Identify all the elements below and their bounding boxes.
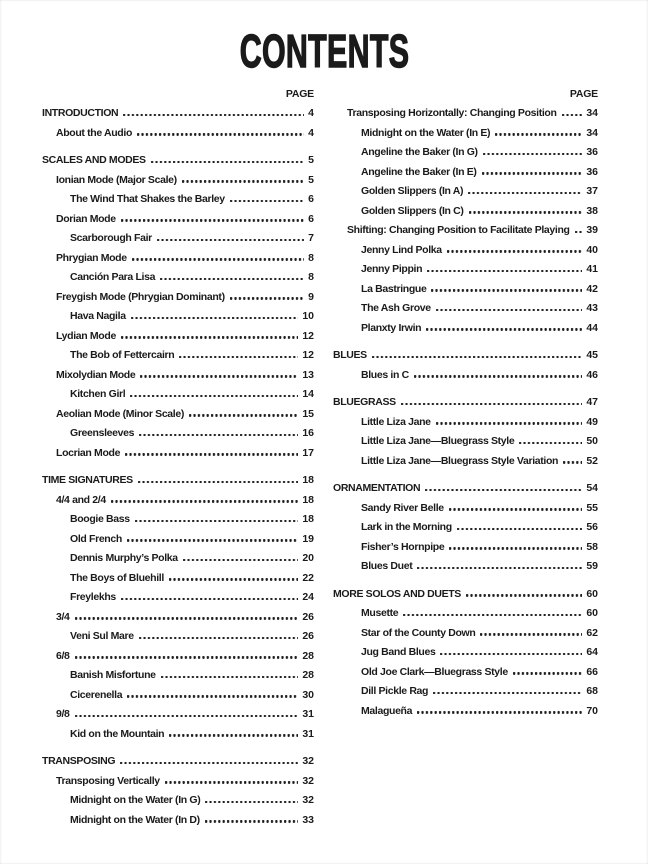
- toc-entry-page-number: 68: [586, 685, 598, 697]
- toc-entry-page-number: 40: [586, 243, 598, 256]
- toc-entry-page-number: 37: [586, 185, 598, 197]
- toc-entry-label: BLUEGRASS: [333, 396, 396, 408]
- toc-entry-page-number: 18: [302, 513, 314, 525]
- toc-entry: [333, 299, 598, 319]
- toc-entry-label: Kitchen Girl: [70, 388, 126, 400]
- dot-leader: [121, 336, 298, 338]
- toc-entry-page-number: 5: [308, 173, 314, 186]
- toc-entry: [333, 163, 598, 183]
- dot-leader: [183, 559, 299, 561]
- page-column-header: PAGE: [285, 88, 314, 100]
- toc-entry-page-number: 26: [302, 610, 314, 623]
- toc-entry-page-number: 36: [586, 165, 598, 178]
- dot-leader: [121, 598, 298, 600]
- toc-entry: [333, 452, 598, 472]
- page-title-text: CONTENTS: [239, 25, 409, 77]
- dot-leader: [157, 239, 304, 241]
- toc-entry-label: Planxty Irwin: [361, 321, 422, 334]
- toc-entry: [42, 124, 314, 144]
- toc-entry: [42, 530, 314, 550]
- toc-entry: [42, 549, 314, 569]
- dot-leader: [431, 289, 582, 291]
- dot-leader: [480, 633, 582, 635]
- toc-entry-label: Freygish Mode (Phrygian Dominant): [56, 290, 225, 303]
- toc-entry: [42, 424, 314, 444]
- toc-entry-label: Blues in C: [361, 368, 409, 381]
- dot-leader: [401, 403, 583, 405]
- toc-entry-label: Old French: [70, 532, 122, 545]
- dot-leader: [417, 711, 582, 713]
- dot-leader: [111, 500, 298, 502]
- toc-entry-label: Phrygian Mode: [56, 251, 127, 264]
- toc-entry-label: Lark in the Morning: [361, 521, 452, 533]
- toc-entry: [42, 288, 314, 308]
- toc-entry: [42, 444, 314, 464]
- toc-entry: [42, 588, 314, 608]
- toc-entry-label: Shifting: Changing Position to Facilitate Playing: [347, 224, 570, 236]
- toc-entry-page-number: 13: [302, 368, 314, 381]
- toc-entry-label: Banish Misfortune: [70, 669, 156, 681]
- toc-entry-page-number: 64: [586, 646, 598, 658]
- toc-entry-page-number: 10: [302, 310, 314, 322]
- dot-leader: [403, 614, 582, 616]
- dot-leader: [457, 528, 583, 530]
- toc-entry-page-number: 26: [302, 630, 314, 642]
- toc-entry-page-number: 70: [586, 704, 598, 717]
- toc-entry: [333, 124, 598, 144]
- toc-entry-page-number: 34: [586, 107, 598, 119]
- dot-leader: [132, 258, 304, 260]
- toc-entry: [42, 569, 314, 589]
- dot-leader: [425, 489, 582, 491]
- dot-leader: [160, 278, 304, 280]
- toc-entry-label: Little Liza Jane: [361, 415, 431, 428]
- toc-entry-page-number: 6: [308, 212, 314, 225]
- toc-entry-label: The Wind That Shakes the Barley: [70, 193, 225, 205]
- page-column-header: PAGE: [569, 88, 598, 100]
- toc-entry-page-number: 28: [302, 649, 314, 662]
- dot-leader: [230, 297, 304, 299]
- toc-entry: [333, 643, 598, 663]
- dot-leader: [125, 453, 298, 455]
- page-title: [0, 25, 648, 77]
- dot-leader: [120, 762, 298, 764]
- toc-entry-label: Dennis Murphy’s Polka: [70, 552, 178, 564]
- toc-entry-page-number: 60: [586, 607, 598, 619]
- toc-entry-label: Transposing Vertically: [56, 774, 160, 787]
- toc-entry: [42, 491, 314, 511]
- toc-entry-page-number: 56: [586, 521, 598, 533]
- toc-entry-page-number: 44: [586, 321, 598, 334]
- toc-section-entry: [333, 346, 598, 366]
- toc-entry-page-number: 60: [586, 587, 598, 600]
- toc-entry: [42, 405, 314, 425]
- toc-entry: [333, 413, 598, 433]
- toc-entry-label: Old Joe Clark—Bluegrass Style: [361, 665, 508, 678]
- dot-leader: [414, 375, 582, 377]
- dot-leader: [139, 434, 298, 436]
- toc-entry-page-number: 24: [302, 591, 314, 603]
- dot-leader: [436, 422, 583, 424]
- dot-leader: [495, 133, 582, 135]
- dot-leader: [182, 180, 304, 182]
- dot-leader: [482, 172, 583, 174]
- toc-entry-page-number: 38: [586, 204, 598, 217]
- toc-entry-label: Freylekhs: [70, 591, 116, 603]
- toc-entry-label: INTRODUCTION: [42, 107, 119, 119]
- dot-leader: [449, 508, 583, 510]
- toc-entry-page-number: 4: [308, 107, 314, 119]
- toc-entry: [333, 702, 598, 722]
- toc-entry-page-number: 30: [302, 688, 314, 701]
- toc-entry-label: TIME SIGNATURES: [42, 474, 133, 486]
- toc-entry-page-number: 54: [586, 482, 598, 494]
- toc-entry-page-number: 32: [302, 774, 314, 787]
- dot-leader: [189, 414, 298, 416]
- toc-entry: [333, 221, 598, 241]
- dot-leader: [138, 481, 299, 483]
- toc-entry: [42, 327, 314, 347]
- toc-entry: [42, 791, 314, 811]
- toc-entry-label: Lydian Mode: [56, 329, 116, 342]
- toc-entry-label: Angeline the Baker (In G): [361, 146, 478, 158]
- toc-entry-page-number: 22: [302, 571, 314, 584]
- toc-entry-page-number: 18: [302, 474, 314, 486]
- toc-entry-page-number: 5: [308, 154, 314, 166]
- toc-entry: [333, 624, 598, 644]
- dot-leader: [433, 692, 582, 694]
- dot-leader: [127, 695, 298, 697]
- toc-entry-page-number: 43: [586, 302, 598, 314]
- toc-entry-page-number: 36: [586, 146, 598, 158]
- toc-entry-page-number: 6: [308, 193, 314, 205]
- toc-section-entry: [333, 393, 598, 413]
- toc-entry-label: Transposing Horizontally: Changing Position: [347, 107, 557, 119]
- toc-entry-label: Little Liza Jane—Bluegrass Style Variation: [361, 454, 559, 467]
- dot-leader: [127, 539, 298, 541]
- toc-entry-page-number: 52: [586, 454, 598, 467]
- toc-section-entry: [42, 104, 314, 124]
- toc-entry-label: Star of the County Down: [361, 626, 476, 639]
- toc-entry-page-number: 31: [302, 727, 314, 740]
- dot-leader: [121, 219, 304, 221]
- toc-section-entry: [333, 585, 598, 605]
- toc-entry: [42, 229, 314, 249]
- toc-entry-page-number: 45: [586, 349, 598, 361]
- toc-entry-label: MORE SOLOS AND DUETS: [333, 587, 461, 600]
- toc-entry-label: Dill Pickle Rag: [361, 685, 429, 697]
- toc-entry-page-number: 42: [586, 282, 598, 295]
- toc-entry-page-number: 58: [586, 540, 598, 553]
- toc-entry: [333, 319, 598, 339]
- toc-entry: [42, 510, 314, 530]
- toc-entry-label: Greensleeves: [70, 427, 135, 439]
- dot-leader: [427, 270, 582, 272]
- toc-entry-page-number: 34: [586, 126, 598, 139]
- toc-entry-page-number: 62: [586, 626, 598, 639]
- toc-entry-label: 6/8: [56, 649, 70, 662]
- toc-entry-label: La Bastringue: [361, 282, 427, 295]
- dot-leader: [151, 161, 304, 163]
- toc-entry: [42, 647, 314, 667]
- toc-entry: [333, 432, 598, 452]
- toc-entry-label: Golden Slippers (In A): [361, 185, 464, 197]
- toc-entry-label: Kid on the Mountain: [70, 727, 165, 740]
- toc-entry: [42, 249, 314, 269]
- toc-entry: [333, 260, 598, 280]
- toc-entry: [333, 604, 598, 624]
- toc-entry-label: The Bob of Fettercairn: [70, 349, 175, 361]
- toc-entry-label: Midnight on the Water (In G): [70, 794, 201, 806]
- toc-entry-label: Midnight on the Water (In E): [361, 126, 491, 139]
- toc-entry-label: Midnight on the Water (In D): [70, 813, 200, 826]
- toc-entry-label: Jug Band Blues: [361, 646, 436, 658]
- toc-entry-label: Malagueña: [361, 704, 413, 717]
- dot-leader: [447, 250, 583, 252]
- toc-entry: [42, 190, 314, 210]
- toc-entry: [42, 686, 314, 706]
- toc-entry-page-number: 59: [586, 560, 598, 572]
- toc-entry-label: 4/4 and 2/4: [56, 493, 106, 506]
- dot-leader: [161, 676, 299, 678]
- toc-entry-page-number: 41: [586, 263, 598, 275]
- dot-leader: [205, 801, 298, 803]
- toc-entry-page-number: 17: [302, 446, 314, 459]
- dot-leader: [179, 356, 298, 358]
- toc-entry-page-number: 7: [308, 232, 314, 244]
- toc-entry-label: Hava Nagila: [70, 310, 126, 322]
- dot-leader: [123, 114, 304, 116]
- toc-entry-label: Jenny Pippin: [361, 263, 423, 275]
- toc-entry-page-number: 9: [308, 290, 314, 303]
- toc-entry-page-number: 12: [302, 329, 314, 342]
- toc-entry: [333, 104, 598, 124]
- dot-leader: [75, 715, 299, 717]
- dot-leader: [230, 200, 304, 202]
- toc-entry: [42, 608, 314, 628]
- dot-leader: [519, 442, 582, 444]
- dot-leader: [513, 672, 582, 674]
- dot-leader: [417, 567, 582, 569]
- dot-leader: [563, 461, 582, 463]
- toc-entry: [333, 143, 598, 163]
- toc-section-entry: [42, 151, 314, 171]
- dot-leader: [140, 375, 298, 377]
- toc-entry: [333, 499, 598, 519]
- toc-entry: [333, 538, 598, 558]
- toc-entry: [42, 346, 314, 366]
- toc-entry: [333, 518, 598, 538]
- toc-entry-label: TRANSPOSING: [42, 755, 116, 767]
- toc-entry-page-number: 39: [586, 224, 598, 236]
- toc-entry-label: Golden Slippers (In C): [361, 204, 464, 217]
- toc-entry: [333, 663, 598, 683]
- dot-leader: [562, 114, 583, 116]
- toc-entry-label: Boogie Bass: [70, 513, 130, 525]
- toc-entry-page-number: 18: [302, 493, 314, 506]
- toc-entry-page-number: 66: [586, 665, 598, 678]
- dot-leader: [75, 617, 299, 619]
- toc-entry-label: Cicerenella: [70, 688, 123, 701]
- toc-entry-label: About the Audio: [56, 126, 133, 139]
- toc-entry: [42, 772, 314, 792]
- toc-entry-label: Fisher’s Hornpipe: [361, 540, 445, 553]
- toc-entry-page-number: 20: [302, 552, 314, 564]
- dot-leader: [169, 734, 298, 736]
- toc-entry-page-number: 4: [308, 126, 314, 139]
- dot-leader: [575, 231, 583, 233]
- toc-entry: [42, 210, 314, 230]
- toc-entry-page-number: 55: [586, 501, 598, 514]
- toc-entry: [42, 627, 314, 647]
- toc-section-entry: [42, 752, 314, 772]
- toc-entry-label: Scarborough Fair: [70, 232, 152, 244]
- toc-entry: [42, 385, 314, 405]
- toc-entry: [42, 366, 314, 386]
- toc-entry-label: 9/8: [56, 708, 70, 720]
- toc-entry-page-number: 32: [302, 794, 314, 806]
- toc-entry: [42, 725, 314, 745]
- toc-entry-page-number: 50: [586, 435, 598, 447]
- dot-leader: [131, 317, 299, 319]
- dot-leader: [436, 309, 583, 311]
- toc-entry-label: Mixolydian Mode: [56, 368, 136, 381]
- toc-entry: [42, 171, 314, 191]
- dot-leader: [130, 395, 298, 397]
- toc-entry-label: The Ash Grove: [361, 302, 431, 314]
- toc-entry: [42, 811, 314, 831]
- toc-entry-page-number: 16: [302, 427, 314, 439]
- toc-entry-page-number: 8: [308, 251, 314, 264]
- toc-entry-page-number: 8: [308, 271, 314, 283]
- toc-entry-label: Little Liza Jane—Bluegrass Style: [361, 435, 515, 447]
- toc-entry-page-number: 32: [302, 755, 314, 767]
- toc-entry-label: Aeolian Mode (Minor Scale): [56, 407, 185, 420]
- dot-leader: [205, 820, 299, 822]
- toc-entry-label: Locrian Mode: [56, 446, 121, 459]
- toc-entry-label: Veni Sul Mare: [70, 630, 134, 642]
- toc-entry-page-number: 47: [586, 396, 598, 408]
- toc-entry: [333, 202, 598, 222]
- toc-entry-label: Blues Duet: [361, 560, 413, 572]
- toc-entry-page-number: 28: [302, 669, 314, 681]
- toc-section-entry: [333, 479, 598, 499]
- dot-leader: [483, 153, 583, 155]
- toc-entry: [42, 705, 314, 725]
- toc-entry-page-number: 12: [302, 349, 314, 361]
- toc-entry: [42, 666, 314, 686]
- toc-entry-label: Musette: [361, 607, 399, 619]
- toc-entry-page-number: 19: [302, 532, 314, 545]
- toc-column-right: [333, 88, 598, 721]
- toc-entry-label: The Boys of Bluehill: [70, 571, 164, 584]
- dot-leader: [466, 594, 582, 596]
- toc-entry-label: Angeline the Baker (In E): [361, 165, 477, 178]
- dot-leader: [426, 328, 582, 330]
- toc-entry-page-number: 15: [302, 407, 314, 420]
- toc-entry: [333, 557, 598, 577]
- toc-entry: [333, 280, 598, 300]
- toc-entry-label: Canción Para Lisa: [70, 271, 156, 283]
- dot-leader: [440, 653, 582, 655]
- dot-leader: [137, 133, 304, 135]
- toc-entry: [333, 682, 598, 702]
- toc-entry: [333, 241, 598, 261]
- toc-entry-label: Ionian Mode (Major Scale): [56, 173, 177, 186]
- toc-entry-label: Sandy River Belle: [361, 501, 444, 514]
- toc-column-left: [42, 88, 314, 830]
- toc-entry-page-number: 14: [302, 388, 314, 400]
- dot-leader: [75, 656, 299, 658]
- toc-entry-label: Jenny Lind Polka: [361, 243, 442, 256]
- toc-entry-page-number: 33: [302, 813, 314, 826]
- toc-entry-page-number: 31: [302, 708, 314, 720]
- toc-entry-label: Dorian Mode: [56, 212, 116, 225]
- dot-leader: [468, 192, 582, 194]
- dot-leader: [372, 356, 582, 358]
- toc-entry-label: ORNAMENTATION: [333, 482, 421, 494]
- toc-entry: [333, 366, 598, 386]
- toc-entry-label: 3/4: [56, 610, 70, 623]
- toc-entry-page-number: 46: [586, 368, 598, 381]
- dot-leader: [469, 211, 583, 213]
- toc-entry-label: SCALES AND MODES: [42, 154, 146, 166]
- toc-entry-label: BLUES: [333, 349, 367, 361]
- dot-leader: [165, 781, 299, 783]
- dot-leader: [449, 547, 582, 549]
- dot-leader: [139, 637, 299, 639]
- toc-entry-page-number: 49: [586, 415, 598, 428]
- dot-leader: [135, 520, 299, 522]
- toc-entry: [42, 307, 314, 327]
- toc-section-entry: [42, 471, 314, 491]
- toc-entry: [42, 268, 314, 288]
- toc-entry: [333, 182, 598, 202]
- dot-leader: [169, 578, 298, 580]
